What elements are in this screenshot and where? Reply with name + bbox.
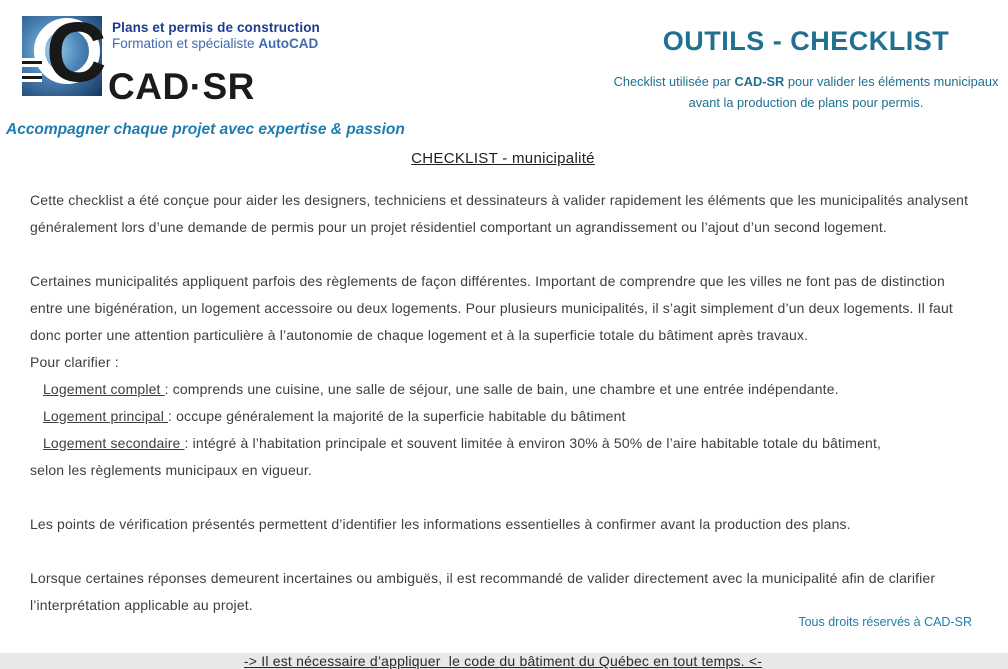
definition-logement-secondaire: [30, 430, 976, 457]
paragraph-regulations: Certaines municipalités appliquent parfois des règlements de façon différentes. Important de comprendre que les villes ne font pas de distinction entre une bigénération, un logement accessoire ou deux logements. Pour plusieurs municipalités, il s’agit simplement d’un deux logements. Il faut donc porter une attention particulière à l’autonomie de chaque logement et à la superficie totale du bâtiment après travaux.: [30, 273, 953, 343]
paragraph-verification: Les points de vérification présentés permettent d’identifier les informations essentielles à confirmer avant la production des plans.: [30, 516, 851, 532]
paragraph-validation: Lorsque certaines réponses demeurent incertaines ou ambiguës, il est recommandé de valider directement avec la municipalité afin de clarifier l’interprétation applicable au projet.: [30, 570, 936, 613]
definition-logement-principal: [30, 403, 976, 430]
copyright-notice: Tous droits réservés à CAD-SR: [798, 615, 972, 629]
document-heading: CHECKLIST - municipalité: [411, 150, 595, 167]
definition-text: : occupe généralement la majorité de la superficie habitable du bâtiment: [168, 408, 626, 424]
brand-line-2: [112, 36, 372, 51]
page-title: OUTILS - CHECKLIST: [662, 26, 950, 56]
paragraph-intro: Cette checklist a été conçue pour aider les designers, techniciens et dessinateurs à valider rapidement les éléments que les municipalités analysent généralement lors d’une demande de permis pour un projet résidentiel comportant un agrandissement ou l’ajout d’un second logement.: [30, 192, 969, 235]
brand-line-2-prefix: Formation et spécialiste: [112, 36, 259, 51]
subtitle-suffix: pour valider les éléments municipaux avant la production de plans pour permis.: [688, 74, 999, 110]
document-body: [30, 150, 976, 669]
building-code-callout: -> Il est nécessaire d’appliquer le code du bâtiment du Québec en tout temps. <-: [243, 653, 763, 669]
brand-text: [112, 20, 372, 51]
subtitle-brand: CAD-SR: [734, 74, 785, 89]
definition-term: Logement secondaire: [43, 435, 185, 451]
definition-text: : intégré à l’habitation principale et souvent limitée à environ 30% à 50% de l’aire habitable totale du bâtiment,: [184, 435, 882, 451]
subtitle-prefix: Checklist utilisée par: [613, 74, 735, 89]
brand-line-1: Plans et permis de construction: [112, 20, 320, 35]
brand-line-2-autocad: AutoCAD: [258, 36, 319, 51]
definition-term: Logement complet: [43, 381, 165, 397]
logo-bar: [22, 73, 42, 82]
page-subtitle: [608, 71, 1004, 113]
definition-term: Logement principal: [43, 408, 169, 424]
brand-tagline: Accompagner chaque projet avec expertise & passion: [6, 121, 405, 138]
logo-c-letter: C: [46, 5, 107, 99]
definition-note: selon les règlements municipaux en vigueur.: [30, 462, 312, 478]
clarify-label: Pour clarifier :: [30, 354, 119, 370]
header-right: [608, 26, 1004, 113]
definition-logement-complet: [30, 376, 976, 403]
cad-sr-wordmark: CAD·SR: [108, 66, 255, 107]
cad-sr-logo-mark: [22, 5, 107, 99]
definition-text: : comprends une cuisine, une salle de séjour, une salle de bain, une chambre et une entrée indépendante.: [164, 381, 839, 397]
logo-bar: [22, 58, 42, 67]
